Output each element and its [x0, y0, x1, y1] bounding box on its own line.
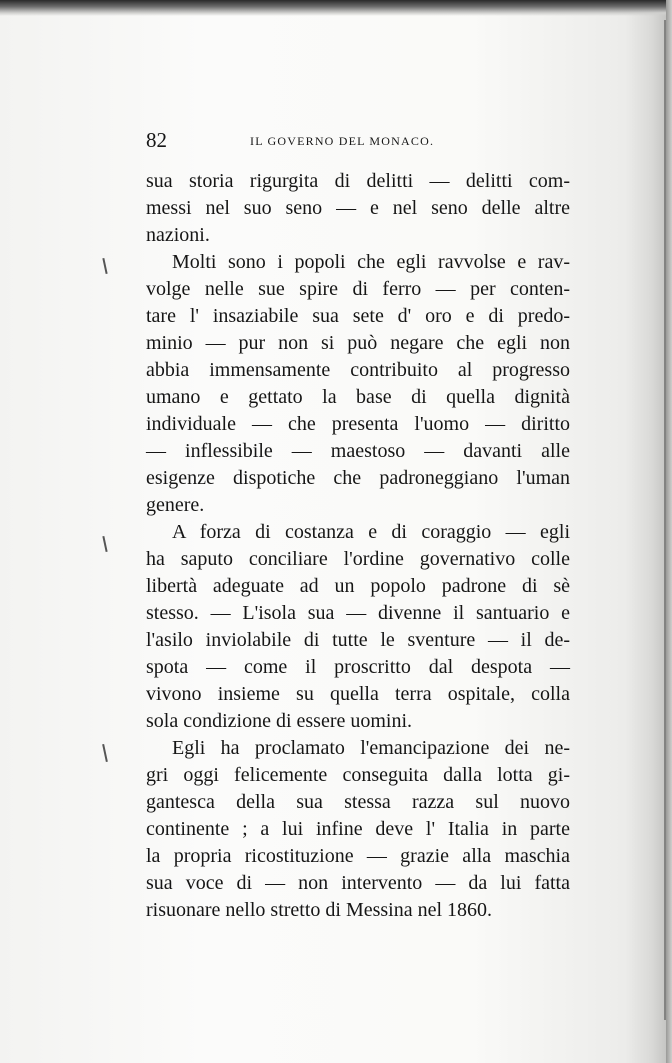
text-line: libertà adeguate ad un popolo padrone di sè: [146, 575, 570, 597]
text-line: sua storia rigurgita di delitti — delitti com-: [146, 170, 570, 192]
text-line: Egli ha proclamato l'emancipazione dei ne-: [172, 737, 570, 759]
page-number: 82: [146, 128, 167, 152]
text-line: sola condizione di essere uomini.: [146, 710, 413, 732]
text-line: sua voce di — non intervento — da lui fatta: [146, 872, 570, 894]
text-line: risuonare nello stretto di Messina nel 1860.: [146, 899, 493, 921]
text-line: messi nel suo seno — e nel seno delle altre: [146, 197, 570, 219]
text-line: la propria ricostituzione — grazie alla maschia: [146, 845, 570, 867]
page-edge-line: [664, 20, 666, 1020]
page-gutter-edge: [666, 0, 672, 1063]
text-line: esigenze dispotiche che padroneggiano l'uman: [146, 467, 570, 489]
text-line: gantesca della sua stessa razza sul nuovo: [146, 791, 570, 813]
margin-mark: [102, 744, 108, 762]
text-line: stesso. — L'isola sua — divenne il santuario e: [146, 602, 570, 624]
text-line: genere.: [146, 494, 205, 516]
text-line: vivono insieme su quella terra ospitale, colla: [146, 683, 570, 705]
text-line: spota — come il proscritto dal despota —: [146, 656, 570, 678]
text-line: minio — pur non si può negare che egli non: [146, 332, 570, 354]
page-header: [146, 128, 570, 158]
margin-mark: [102, 258, 107, 274]
text-line: continente ; a lui infine deve l' Italia in parte: [146, 818, 570, 840]
body-text: [146, 168, 570, 924]
text-line: abbia immensamente contribuito al progresso: [146, 359, 570, 381]
text-line: A forza di costanza e di coraggio — egli: [172, 521, 570, 543]
running-head: IL GOVERNO DEL MONACO.: [250, 134, 435, 148]
text-line: Molti sono i popoli che egli ravvolse e rav-: [172, 251, 570, 273]
text-line: umano e gettato la base di quella dignità: [146, 386, 570, 408]
text-line: ha saputo conciliare l'ordine governativo colle: [146, 548, 570, 570]
text-line: gri oggi felicemente conseguita dalla lotta gi-: [146, 764, 570, 786]
scan-top-shadow: [0, 0, 672, 16]
text-line: tare l' insaziabile sua sete d' oro e di predo-: [146, 305, 570, 327]
text-line: individuale — che presenta l'uomo — diritto: [146, 413, 570, 435]
text-line: volge nelle sue spire di ferro — per conten-: [146, 278, 570, 300]
text-line: nazioni.: [146, 224, 210, 246]
text-line: — inflessibile — maestoso — davanti alle: [146, 440, 570, 462]
margin-mark: [102, 536, 107, 552]
text-line: l'asilo inviolabile di tutte le sventure — il de-: [146, 629, 570, 651]
